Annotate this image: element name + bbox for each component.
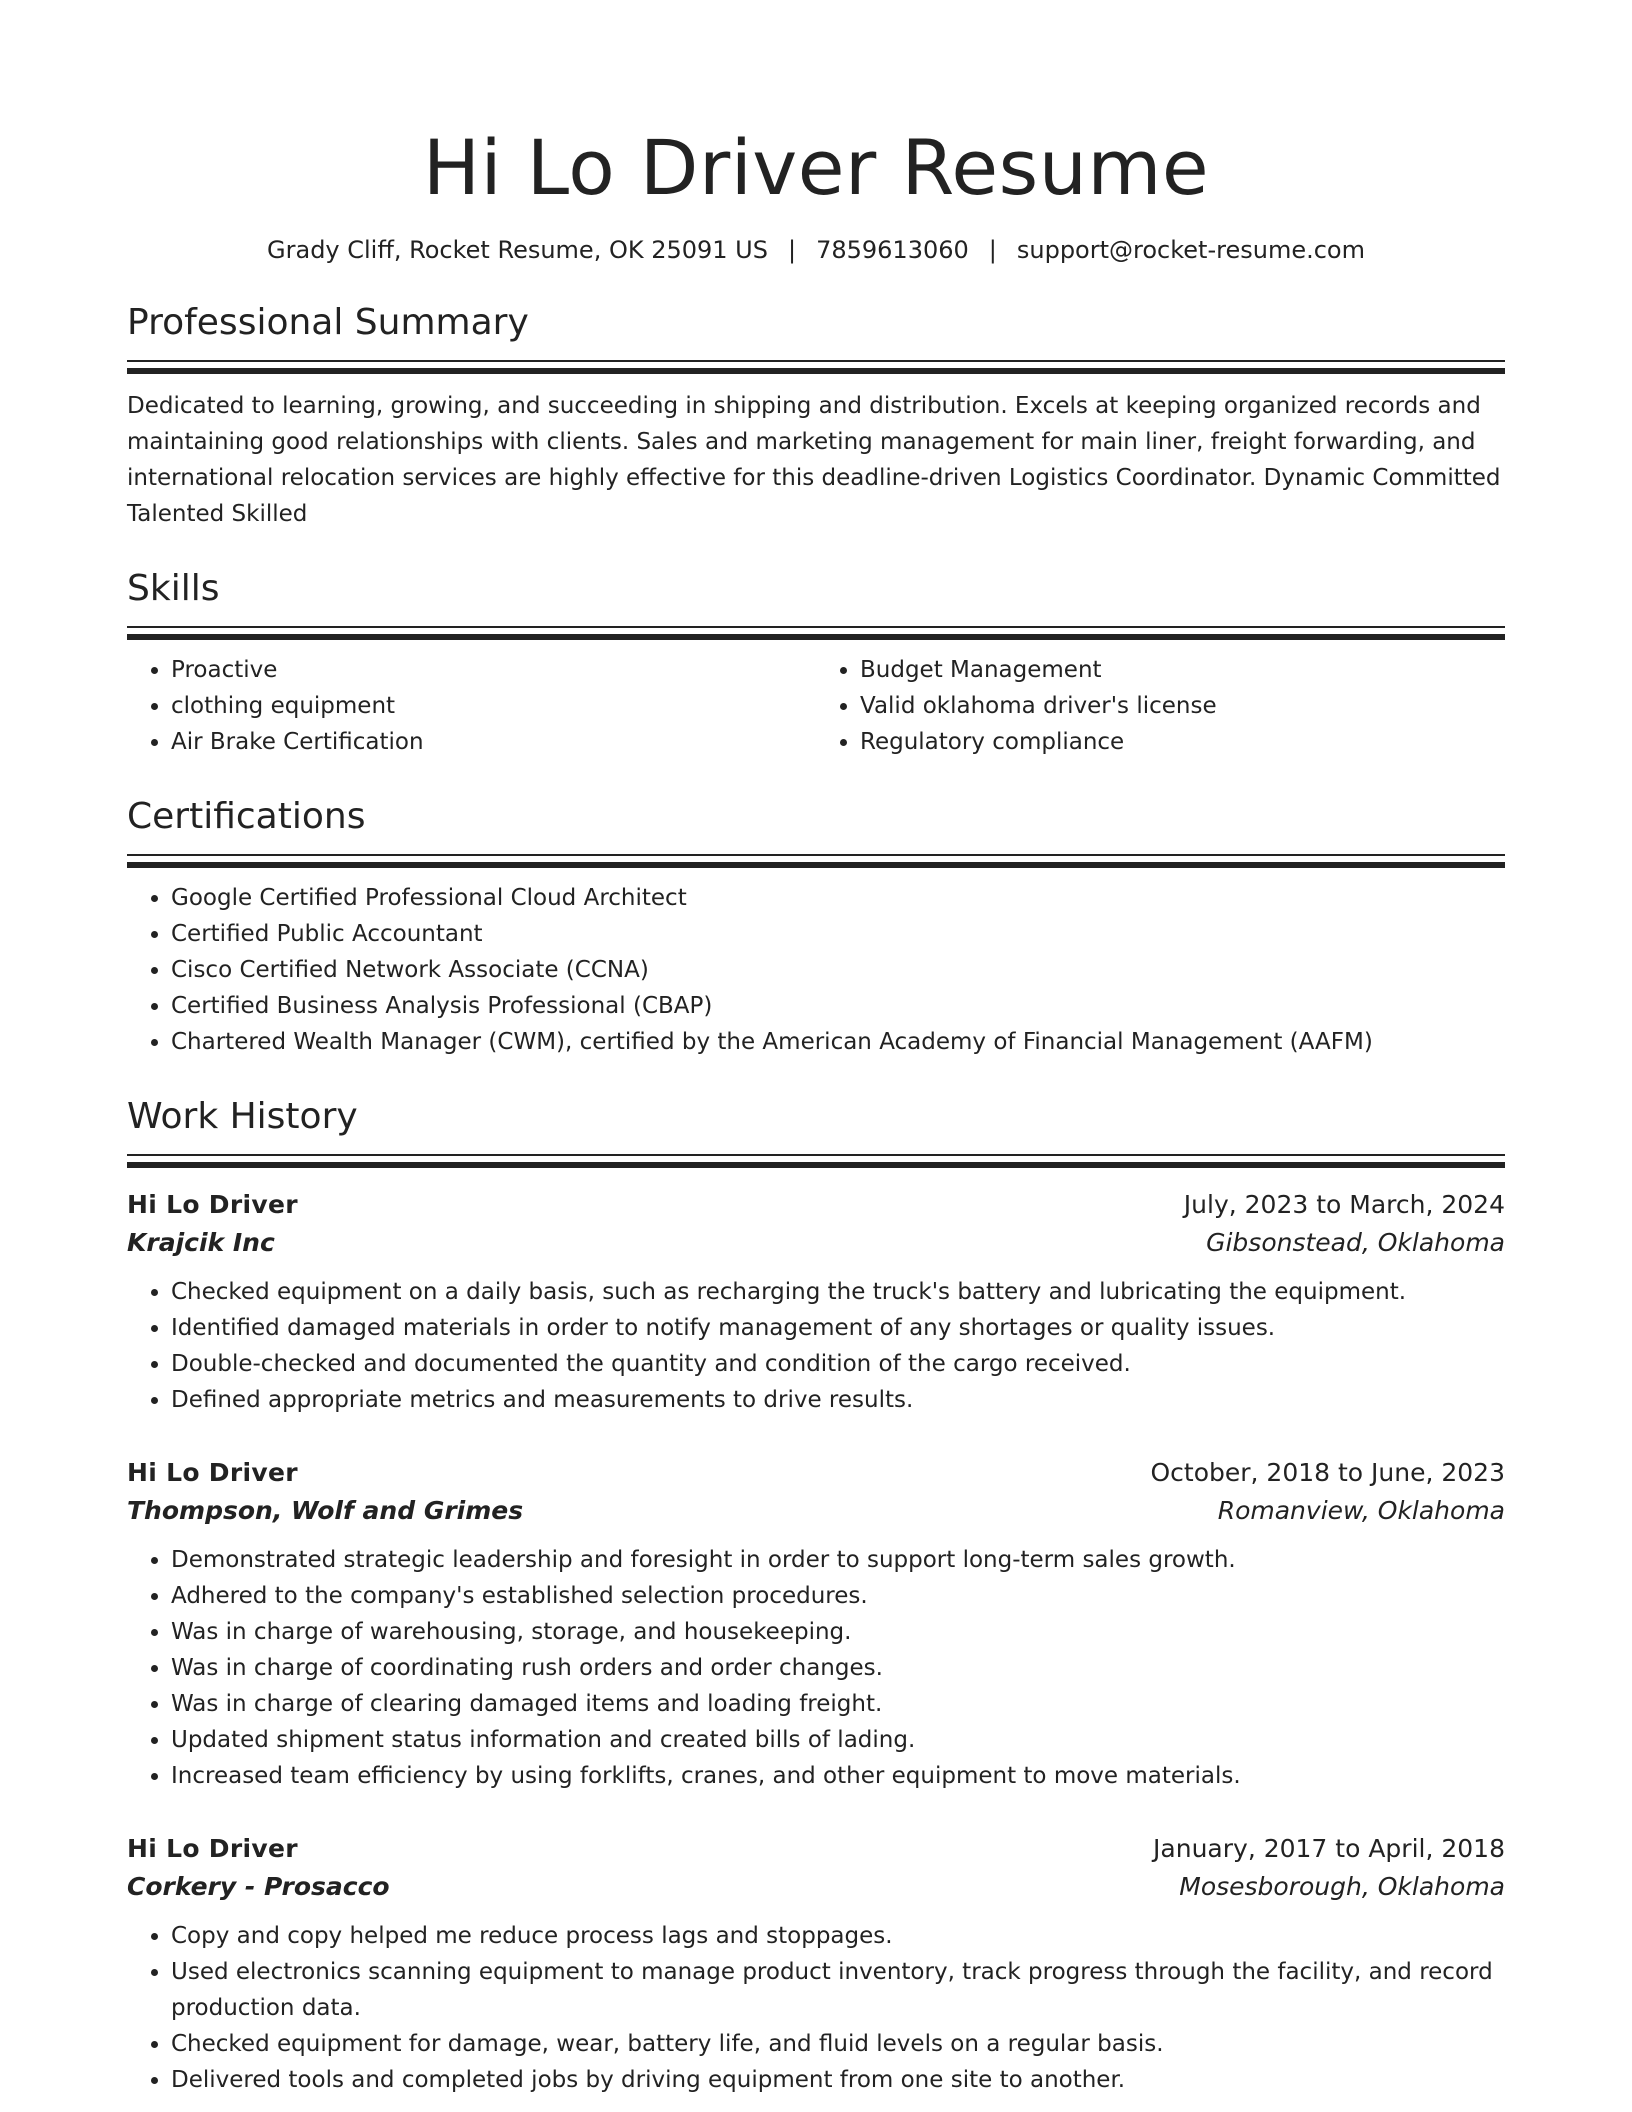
job-entry	[127, 1830, 1505, 2098]
job-entry	[127, 1454, 1505, 1794]
section-divider	[127, 1154, 1505, 1168]
job-duties-list	[127, 1542, 1505, 1794]
job-company-row	[127, 1224, 1505, 1262]
job-company: Krajcik Inc	[127, 1228, 275, 1257]
section-heading-summary: Professional Summary	[127, 302, 529, 343]
job-duty-item: • Demonstrated strategic leadership and foresight in order to support long-term sales growth.	[171, 1542, 1505, 1578]
job-location: Mosesborough, Oklahoma	[1179, 1872, 1505, 1901]
job-header-row	[127, 1454, 1505, 1492]
job-entry	[127, 1186, 1505, 1418]
section-divider	[127, 360, 1505, 374]
skill-item: • Budget Management	[860, 652, 1505, 688]
summary-section	[127, 300, 1505, 532]
job-header-row	[127, 1830, 1505, 1868]
job-company-row	[127, 1868, 1505, 1906]
section-divider	[127, 854, 1505, 868]
certification-item: • Chartered Wealth Manager (CWM), certified by the American Academy of Financial Management (AAFM)	[171, 1024, 1505, 1060]
job-company: Corkery - Prosacco	[127, 1872, 390, 1901]
contact-phone: 7859613060	[816, 236, 969, 264]
skills-section	[127, 566, 1505, 760]
job-duty-item: • Was in charge of warehousing, storage, and housekeeping.	[171, 1614, 1505, 1650]
certification-item: • Certified Business Analysis Professional (CBAP)	[171, 988, 1505, 1024]
work-history-section	[127, 1094, 1505, 2098]
job-duty-item: • Was in charge of clearing damaged items and loading freight.	[171, 1686, 1505, 1722]
contact-separator: |	[988, 236, 997, 264]
skill-item: • Regulatory compliance	[860, 724, 1505, 760]
skill-item: • Air Brake Certification	[171, 724, 816, 760]
section-heading-skills: Skills	[127, 568, 220, 609]
job-dates: July, 2023 to March, 2024	[1183, 1190, 1505, 1219]
job-duty-item: • Updated shipment status information and created bills of lading.	[171, 1722, 1505, 1758]
job-duty-item: • Was in charge of coordinating rush orders and order changes.	[171, 1650, 1505, 1686]
job-duty-item: • Defined appropriate metrics and measurements to drive results.	[171, 1382, 1505, 1418]
certifications-section	[127, 794, 1505, 1060]
skills-list-left	[127, 652, 816, 760]
job-duty-item: • Increased team efficiency by using forklifts, cranes, and other equipment to move materials.	[171, 1758, 1505, 1794]
contact-email: support@rocket-resume.com	[1016, 236, 1365, 264]
skill-item: • Proactive	[171, 652, 816, 688]
job-header-row	[127, 1186, 1505, 1224]
job-duty-item: • Delivered tools and completed jobs by driving equipment from one site to another.	[171, 2062, 1505, 2098]
job-dates: January, 2017 to April, 2018	[1153, 1834, 1505, 1863]
page-title: Hi Lo Driver Resume	[422, 123, 1210, 212]
contact-line	[127, 234, 1505, 266]
job-duty-item: • Double-checked and documented the quantity and condition of the cargo received.	[171, 1346, 1505, 1382]
job-title: Hi Lo Driver	[127, 1190, 298, 1219]
job-duty-item: • Adhered to the company's established selection procedures.	[171, 1578, 1505, 1614]
section-divider	[127, 626, 1505, 640]
job-duties-list	[127, 1918, 1505, 2098]
job-dates: October, 2018 to June, 2023	[1150, 1458, 1505, 1487]
certification-item: • Cisco Certified Network Associate (CCNA)	[171, 952, 1505, 988]
job-title: Hi Lo Driver	[127, 1458, 298, 1487]
job-location: Gibsonstead, Oklahoma	[1206, 1228, 1505, 1257]
job-duty-item: • Copy and copy helped me reduce process lags and stoppages.	[171, 1918, 1505, 1954]
job-duties-list	[127, 1274, 1505, 1418]
job-duty-item: • Checked equipment on a daily basis, such as recharging the truck's battery and lubricating the equipment.	[171, 1274, 1505, 1310]
job-company-row	[127, 1492, 1505, 1530]
skill-item: • clothing equipment	[171, 688, 816, 724]
skills-list-right	[816, 652, 1505, 760]
certification-item: • Google Certified Professional Cloud Architect	[171, 880, 1505, 916]
contact-address: Grady Cliff, Rocket Resume, OK 25091 US	[267, 236, 768, 264]
summary-text: Dedicated to learning, growing, and succeeding in shipping and distribution. Excels at keeping organized records and maintaining good relationships with clients. Sales and marketing management for main liner, freight forwarding, and international relocation services are highly effective for this deadline-driven Logistics Coordinator. Dynamic Committed Talented Skilled	[127, 393, 1501, 527]
skills-grid	[127, 652, 1505, 760]
job-location: Romanview, Oklahoma	[1217, 1496, 1505, 1525]
section-heading-certifications: Certifications	[127, 796, 366, 837]
certifications-list	[127, 880, 1505, 1060]
job-duty-item: • Checked equipment for damage, wear, battery life, and fluid levels on a regular basis.	[171, 2026, 1505, 2062]
job-duty-item: • Identified damaged materials in order to notify management of any shortages or quality issues.	[171, 1310, 1505, 1346]
job-duty-item: • Used electronics scanning equipment to manage product inventory, track progress through the facility, and record production data.	[171, 1954, 1505, 2026]
job-company: Thompson, Wolf and Grimes	[127, 1496, 524, 1525]
contact-separator: |	[787, 236, 797, 264]
section-heading-work-history: Work History	[127, 1096, 358, 1137]
job-title: Hi Lo Driver	[127, 1834, 298, 1863]
skill-item: • Valid oklahoma driver's license	[860, 688, 1505, 724]
certification-item: • Certified Public Accountant	[171, 916, 1505, 952]
